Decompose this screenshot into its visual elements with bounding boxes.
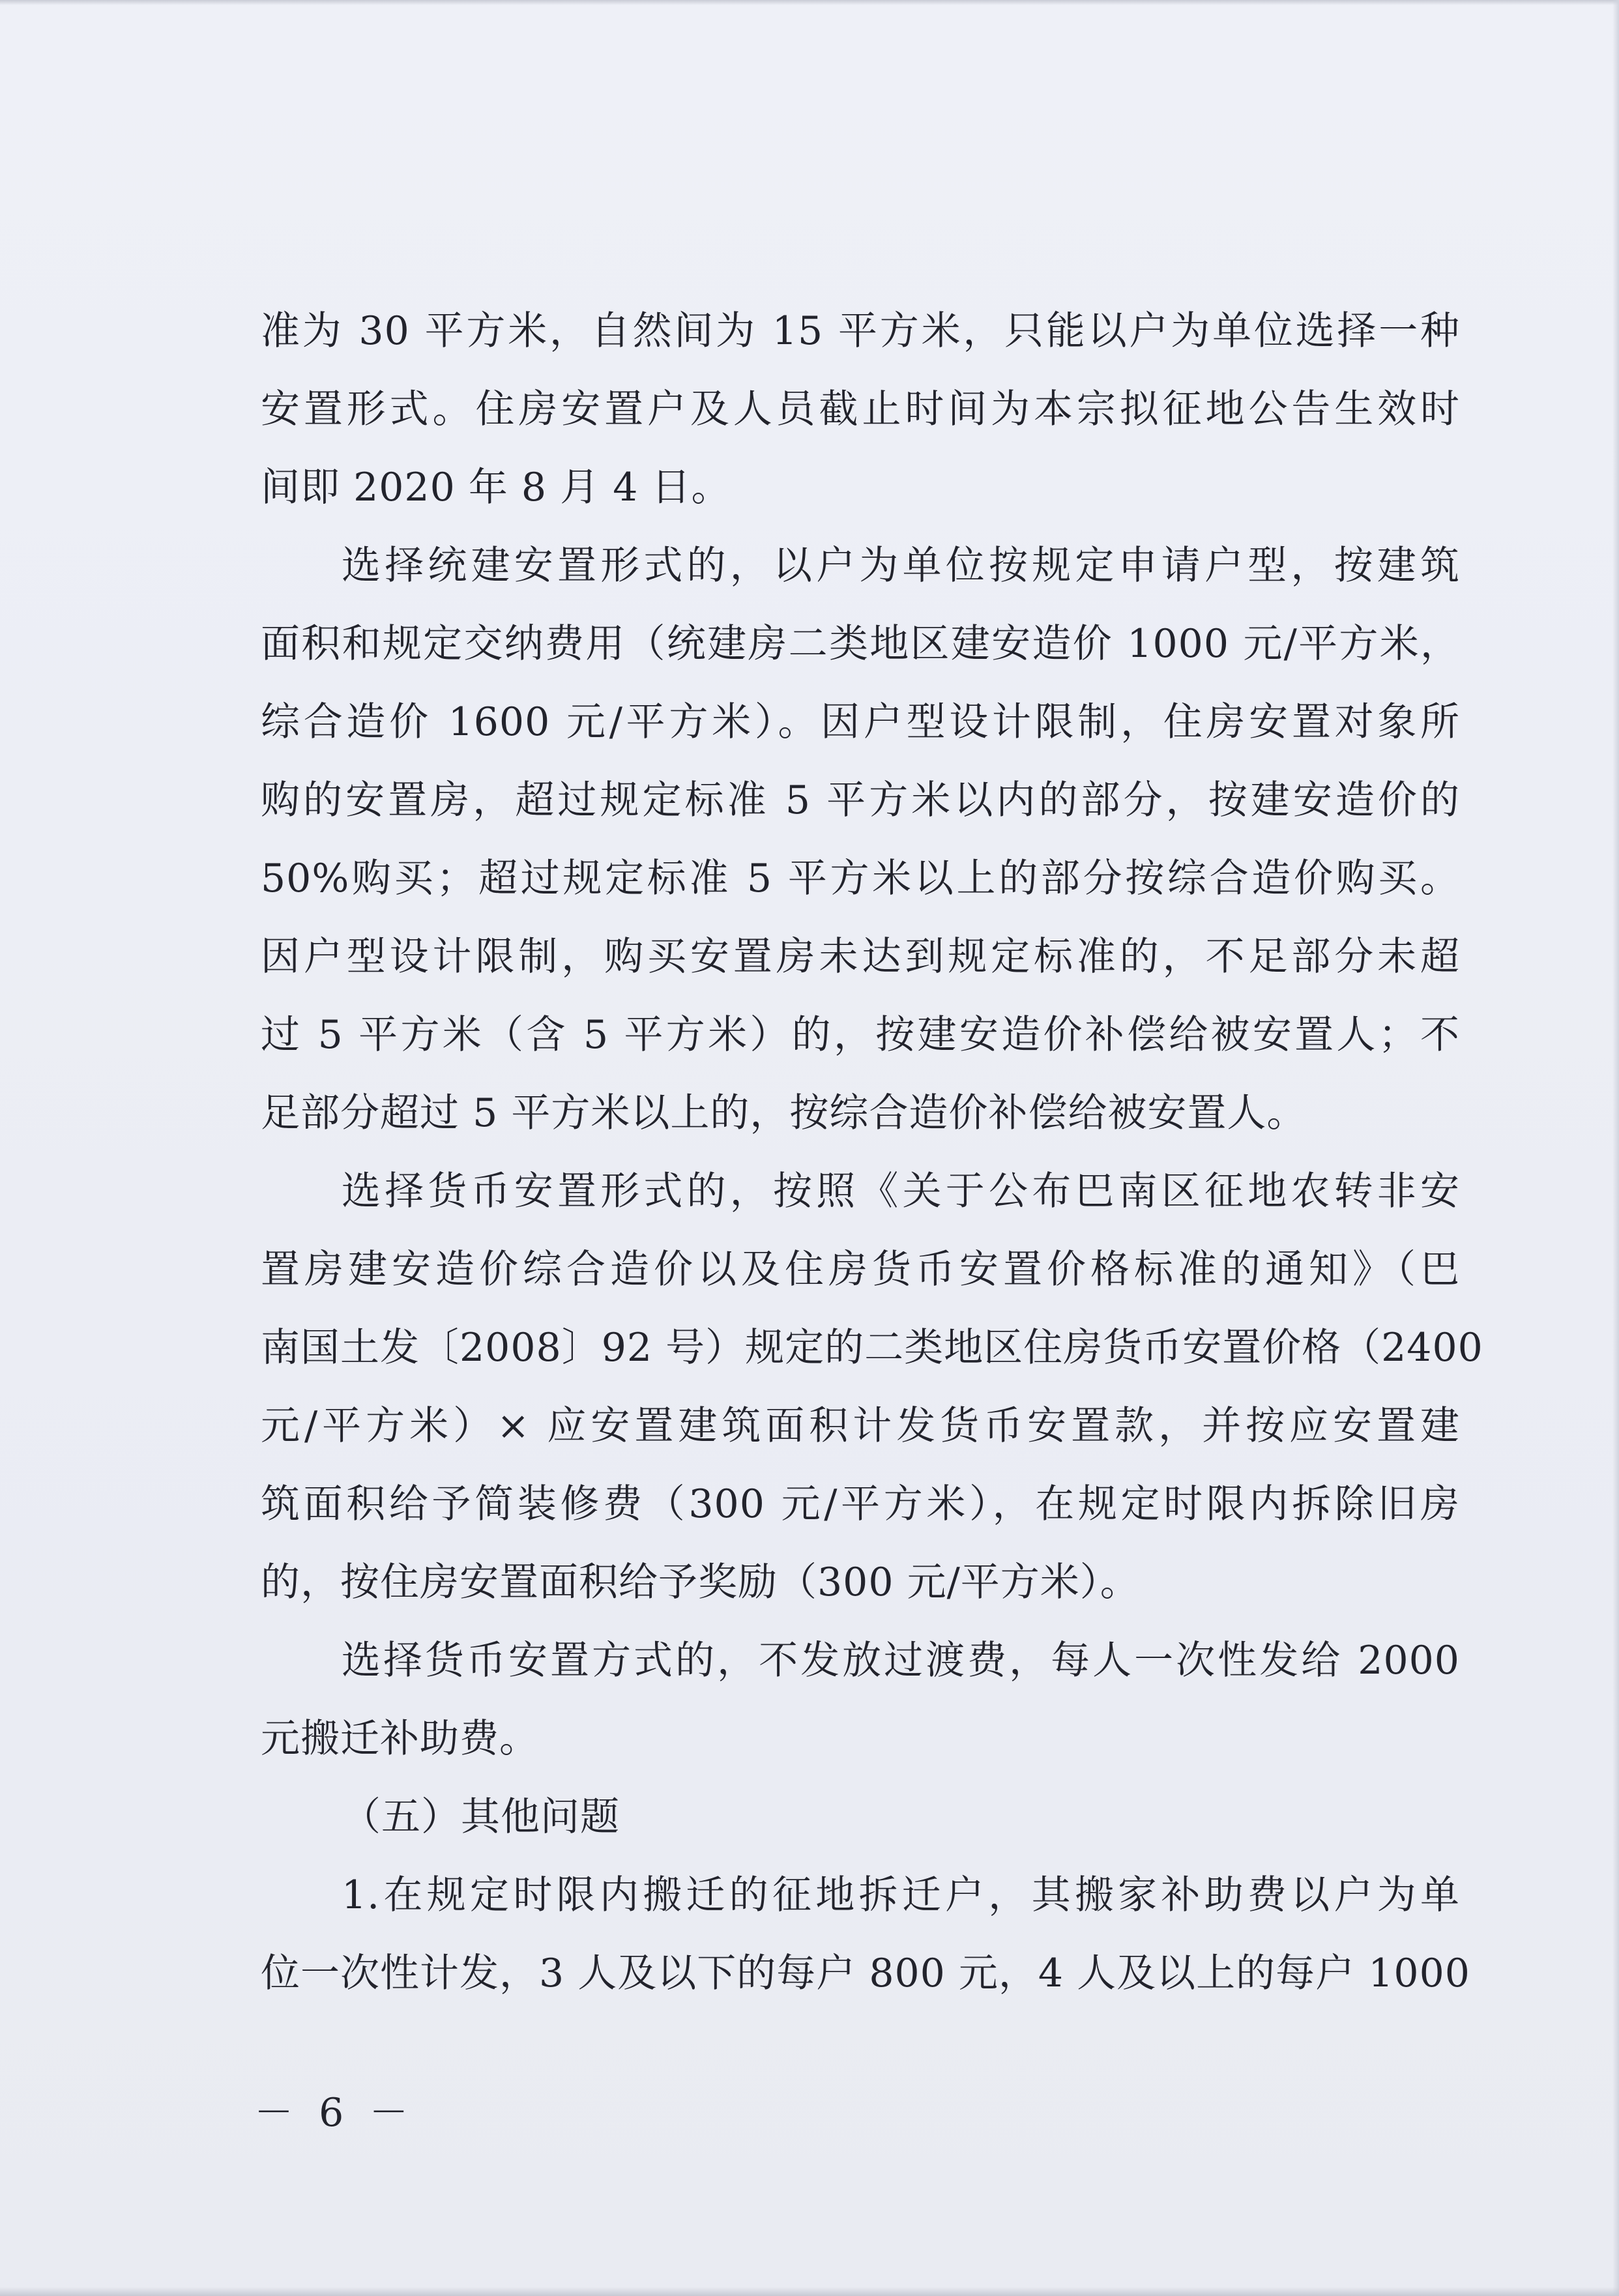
text-line: 安置形式。住房安置户及人员截止时间为本宗拟征地公告生效时	[261, 386, 1460, 432]
text-line: 筑面积给予简装修费（300 元/平方米），在规定时限内拆除旧房	[261, 1481, 1460, 1527]
text-line: 综合造价 1600 元/平方米）。因户型设计限制，住房安置对象所	[261, 699, 1460, 745]
paragraph-start-line: 1.在规定时限内搬迁的征地拆迁户，其搬家补助费以户为单	[342, 1872, 1460, 1918]
text-line: 因户型设计限制，购买安置房未达到规定标准的，不足部分未超	[261, 934, 1460, 980]
text-line: 面积和规定交纳费用（统建房二类地区建安造价 1000 元/平方米，	[261, 621, 1460, 667]
text-line: 位一次性计发，3 人及以下的每户 800 元，4 人及以上的每户 1000	[261, 1951, 1470, 1996]
paragraph-start-line: 选择货币安置形式的，按照《关于公布巴南区征地农转非安	[342, 1169, 1460, 1214]
text-line: 南国土发〔2008〕92 号）规定的二类地区住房货币安置价格（2400	[261, 1325, 1483, 1371]
text-line: 元/平方米）× 应安置建筑面积计发货币安置款，并按应安置建	[261, 1403, 1460, 1449]
text-line: 足部分超过 5 平方米以上的，按综合造价补偿给被安置人。	[261, 1090, 1307, 1136]
text-line: 的，按住房安置面积给予奖励（300 元/平方米）。	[261, 1560, 1140, 1605]
text-line: 50%购买；超过规定标准 5 平方米以上的部分按综合造价购买。	[261, 856, 1460, 901]
text-line: 购的安置房，超过规定标准 5 平方米以内的部分，按建安造价的	[261, 777, 1460, 823]
text-line: 过 5 平方米（含 5 平方米）的，按建安造价补偿给被安置人；不	[261, 1012, 1460, 1058]
page-top-shadow	[0, 0, 1619, 5]
page-number: － 6 －	[254, 2090, 415, 2136]
text-line: 置房建安造价综合造价以及住房货币安置价格标准的通知》（巴	[261, 1247, 1460, 1292]
text-line: 间即 2020 年 8 月 4 日。	[261, 465, 731, 510]
page-bottom-shadow	[0, 2287, 1619, 2296]
section-heading: （五）其他问题	[342, 1794, 620, 1840]
body-text	[261, 292, 1483, 2013]
page-right-shadow	[1612, 0, 1619, 2296]
text-line: 元搬迁补助费。	[261, 1716, 539, 1762]
paragraph-start-line: 选择货币安置方式的，不发放过渡费，每人一次性发给 2000	[342, 1638, 1460, 1683]
paragraph-start-line: 选择统建安置形式的，以户为单位按规定申请户型，按建筑	[342, 543, 1460, 589]
text-line: 准为 30 平方米，自然间为 15 平方米，只能以户为单位选择一种	[261, 308, 1460, 354]
